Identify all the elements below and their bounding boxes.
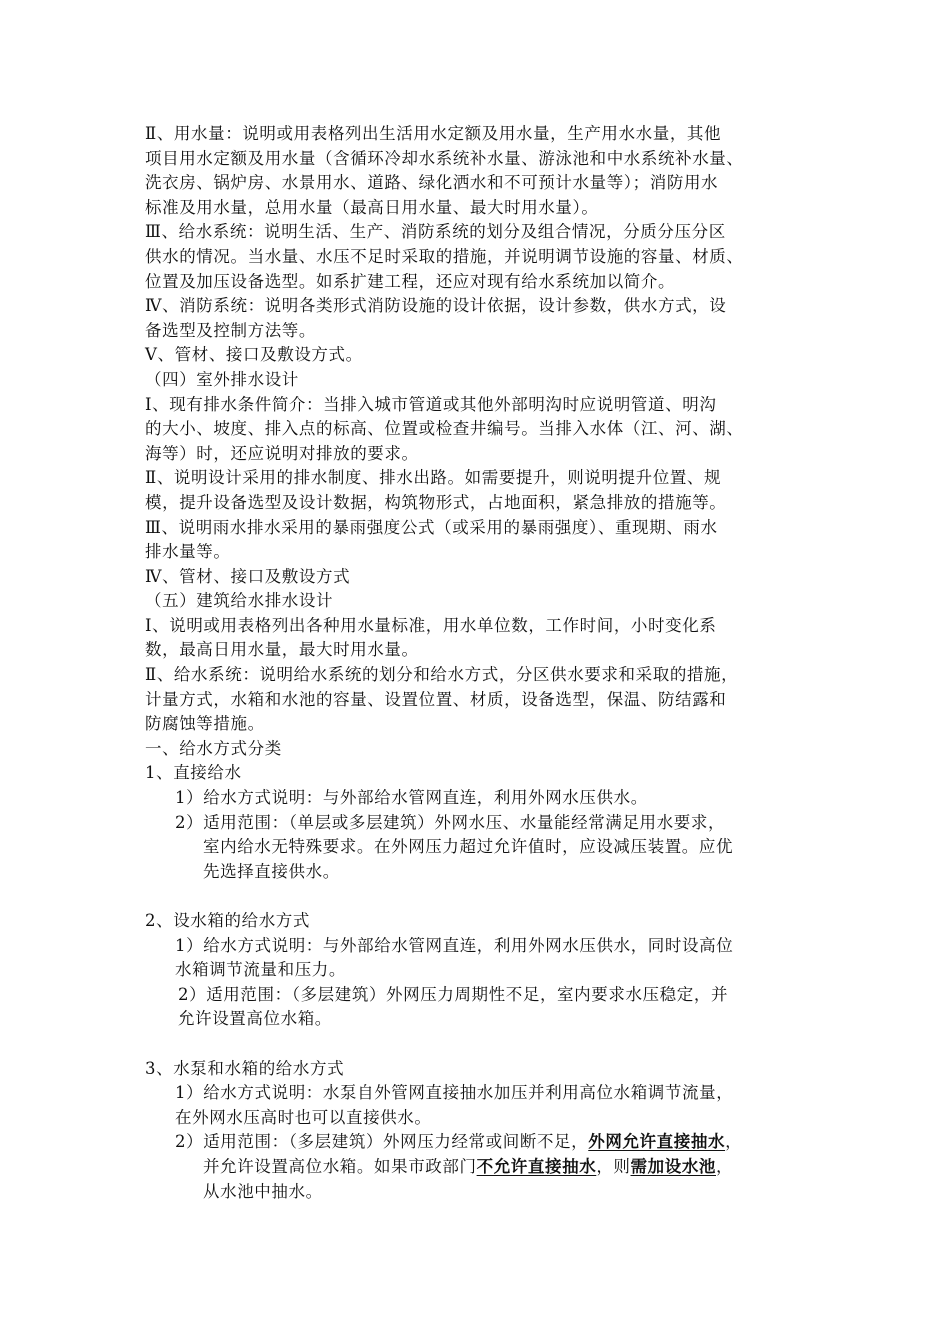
water-usage-line-1: Ⅱ、用水量：说明或用表格列出生活用水定额及用水量，生产用水水量，其他 <box>145 124 722 143</box>
classification-heading: 一、给水方式分类 <box>145 738 282 758</box>
pump-tank-desc-line-2: 在外网水压高时也可以直接供水。 <box>175 1107 432 1127</box>
direct-supply-title: 1、直接给水 <box>145 763 242 783</box>
drainage-conditions-line-1: Ⅰ、现有排水条件简介：当排入城市管道或其他外部明沟时应说明管道、明沟 <box>145 394 717 414</box>
scope-punct: ， <box>716 1156 734 1176</box>
scope-text: ，则 <box>596 1156 631 1176</box>
scope-text: 并允许设置高位水箱。如果市政部门 <box>203 1156 477 1176</box>
scope-punct: ， <box>725 1132 743 1152</box>
direct-supply-desc: 1）给水方式说明：与外部给水管网直连，利用外网水压供水。 <box>175 788 648 808</box>
building-design-heading: （五）建筑给水排水设计 <box>145 591 334 611</box>
spacer <box>145 1032 825 1057</box>
tank-supply-desc-line-2: 水箱调节流量和压力。 <box>175 960 346 980</box>
spacer <box>145 884 825 909</box>
rainwater-line-1: Ⅲ、说明雨水排水采用的暴雨强度公式（或采用的暴雨强度）、重现期、雨水 <box>145 517 718 537</box>
pump-tank-scope-line-3: 从水池中抽水。 <box>203 1181 323 1201</box>
rainwater-line-2: 排水量等。 <box>145 542 231 562</box>
outdoor-drainage-heading: （四）室外排水设计 <box>145 369 299 389</box>
building-standards-line-1: Ⅰ、说明或用表格列出各种用水量标准，用水单位数，工作时间，小时变化系 <box>145 615 717 635</box>
water-usage-line-2: 项目用水定额及用水量（含循环冷却水系统补水量、游泳池和中水系统补水量、 <box>145 148 744 168</box>
drainage-pipe-line: Ⅳ、管材、接口及敷设方式 <box>145 566 351 586</box>
direct-supply-scope-line-3: 先选择直接供水。 <box>203 861 340 881</box>
drainage-system-line-2: 模，提升设备选型及设计数据，构筑物形式，占地面积，紧急排放的措施等。 <box>145 492 727 512</box>
tank-supply-desc-line-1: 1）给水方式说明：与外部给水管网直连，利用外网水压供水，同时设高位 <box>175 935 734 955</box>
pump-tank-title: 3、水泵和水箱的给水方式 <box>145 1058 345 1078</box>
water-usage-line-4: 标准及用水量，总用水量（最高日用水量、最大时用水量）。 <box>145 197 599 217</box>
pump-tank-scope-line-1 <box>145 1130 825 1155</box>
direct-supply-scope-line-1: 2）适用范围：（单层或多层建筑）外网水压、水量能经常满足用水要求， <box>175 812 726 832</box>
pump-tank-desc-line-1: 1）给水方式说明：水泵自外管网直接抽水加压并利用高位水箱调节流量， <box>175 1083 734 1103</box>
supply-system-line-2: 供水的情况。当水量、水压不足时采取的措施，并说明调节设施的容量、材质、 <box>145 246 744 266</box>
fire-system-line-1: Ⅳ、消防系统：说明各类形式消防设施的设计依据，设计参数，供水方式，设 <box>145 296 727 316</box>
direct-supply-scope-line-2: 室内给水无特殊要求。在外网压力超过允许值时，应设减压装置。应优 <box>203 837 734 857</box>
tank-supply-scope-line-2: 允许设置高位水箱。 <box>178 1009 332 1029</box>
pipe-materials-line: Ⅴ、管材、接口及敷设方式。 <box>145 345 363 365</box>
scope-text: 2）适用范围：（多层建筑）外网压力经常或间断不足， <box>175 1132 589 1152</box>
building-supply-line-3: 防腐蚀等措施。 <box>145 714 265 734</box>
drainage-conditions-line-3: 海等）时，还应说明对排放的要求。 <box>145 443 419 463</box>
emphasis-allow-direct-pumping: 外网允许直接抽水 <box>588 1132 726 1152</box>
building-supply-line-1: Ⅱ、给水系统：说明给水系统的划分和给水方式，分区供水要求和采取的措施， <box>145 665 739 685</box>
pump-tank-scope-line-2 <box>145 1155 825 1180</box>
building-standards-line-2: 数，最高日用水量，最大时用水量。 <box>145 640 419 660</box>
supply-system-line-1: Ⅲ、给水系统：说明生活、生产、消防系统的划分及组合情况，分质分压分区 <box>145 222 726 242</box>
document-body <box>145 122 825 1204</box>
tank-supply-scope-line-1: 2）适用范围：（多层建筑）外网压力周期性不足，室内要求水压稳定，并 <box>178 984 729 1004</box>
fire-system-line-2: 备选型及控制方法等。 <box>145 320 316 340</box>
tank-supply-title: 2、设水箱的给水方式 <box>145 911 310 930</box>
emphasis-add-pool: 需加设水池 <box>630 1156 717 1176</box>
emphasis-no-direct-pumping: 不允许直接抽水 <box>476 1156 597 1176</box>
drainage-system-line-1: Ⅱ、说明设计采用的排水制度、排水出路。如需要提升，则说明提升位置、规 <box>145 468 722 488</box>
supply-system-line-3: 位置及加压设备选型。如系扩建工程，还应对现有给水系统加以简介。 <box>145 271 676 291</box>
drainage-conditions-line-2: 的大小、坡度、排入点的标高、位置或检查井编号。当排入水体（江、河、湖、 <box>145 419 744 439</box>
building-supply-line-2: 计量方式，水箱和水池的容量、设置位置、材质，设备选型，保温、防结露和 <box>145 689 727 709</box>
water-usage-line-3: 洗衣房、锅炉房、水景用水、道路、绿化洒水和不可预计水量等）；消防用水 <box>145 173 719 193</box>
